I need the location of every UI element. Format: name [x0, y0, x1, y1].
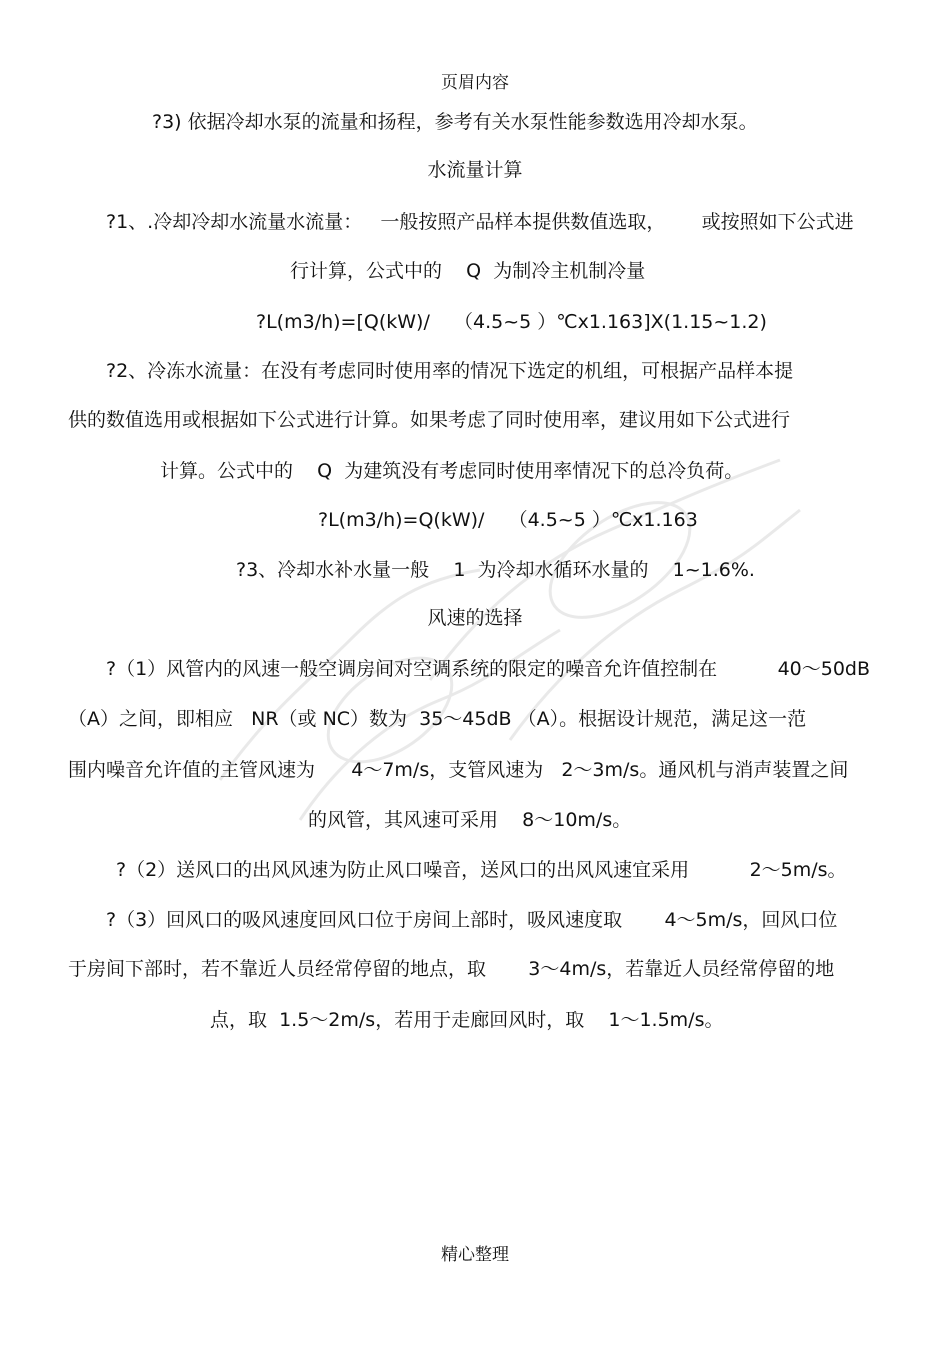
chilled-water-formula: ?L(m3/h)=Q(kW)/ （4.5~5 ）℃x1.163	[318, 509, 698, 531]
chilled-water-text-line-3: 计算。公式中的 Q 为建筑没有考虑同时使用率情况下的总冷负荷。	[160, 460, 744, 482]
makeup-water-text: ?3、冷却水补水量一般 1 为冷却水循环水量的 1~1.6%.	[236, 559, 755, 581]
cooling-water-formula: ?L(m3/h)=[Q(kW)/ （4.5~5 ）℃x1.163]X(1.15~1.2)	[256, 311, 767, 333]
duct-velocity-line-3: 围内噪音允许值的主管风速为 4～7m/s，支管风速为 2～3m/s。通风机与消声装置之间	[68, 759, 849, 781]
page-footer: 精心整理	[441, 1245, 509, 1265]
chilled-water-text-line-1: ?2、冷冻水流量：在没有考虑同时使用率的情况下选定的机组，可根据产品样本提	[106, 360, 794, 382]
section-title-air-velocity: 风速的选择	[427, 607, 523, 629]
supply-outlet-velocity: ?（2）送风口的出风风速为防止风口噪音，送风口的出风风速宜采用 2～5m/s。	[116, 859, 847, 881]
return-inlet-velocity-line-3: 点，取 1.5～2m/s，若用于走廊回风时，取 1～1.5m/s。	[210, 1009, 724, 1031]
duct-velocity-line-1: ?（1）风管内的风速一般空调房间对空调系统的限定的噪音允许值控制在 40～50dB	[106, 658, 871, 680]
chilled-water-text-line-2: 供的数值选用或根据如下公式进行计算。如果考虑了同时使用率，建议用如下公式进行	[68, 409, 791, 431]
page-header: 页眉内容	[441, 73, 509, 93]
duct-velocity-line-2: （A）之间，即相应 NR（或 NC）数为 35～45dB （A）。根据设计规范，满足这一范	[68, 708, 807, 730]
cooling-water-text-line-1: ?1、.冷却冷却水流量水流量： 一般按照产品样本提供数值选取， 或按照如下公式进	[106, 211, 854, 233]
section-title-water-flow: 水流量计算	[427, 159, 523, 181]
return-inlet-velocity-line-2: 于房间下部时，若不靠近人员经常停留的地点，取 3～4m/s，若靠近人员经常停留的地	[68, 958, 835, 980]
cooling-water-text-line-2: 行计算，公式中的 Q 为制冷主机制冷量	[290, 260, 646, 282]
intro-paragraph: ?3) 依据冷却水泵的流量和扬程，参考有关水泵性能参数选用冷却水泵。	[152, 111, 758, 133]
duct-velocity-line-4: 的风管，其风速可采用 8～10m/s。	[308, 809, 632, 831]
return-inlet-velocity-line-1: ?（3）回风口的吸风速度回风口位于房间上部时，吸风速度取 4～5m/s，回风口位	[106, 909, 838, 931]
